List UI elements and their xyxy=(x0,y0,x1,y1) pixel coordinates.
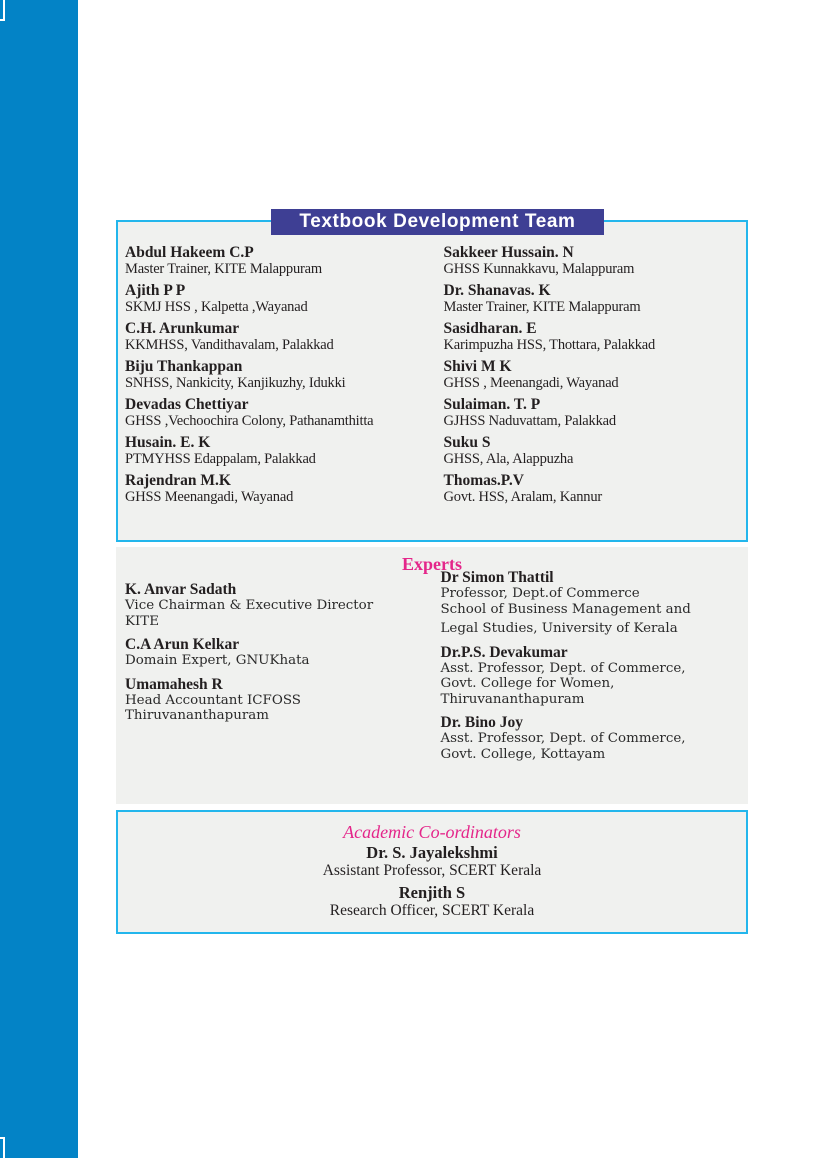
expert-name: Dr. Bino Joy xyxy=(440,714,524,731)
member-affiliation: GHSS, Ala, Alappuzha xyxy=(443,451,574,467)
expert-affiliation xyxy=(441,661,743,708)
experts-box xyxy=(116,547,748,804)
team-member xyxy=(444,434,741,467)
member-affiliation: SNHSS, Nankicity, Kanjikuzhy, Idukki xyxy=(125,375,346,391)
member-name: Devadas Chettiyar xyxy=(125,396,249,413)
member-name: Sulaiman. T. P xyxy=(443,396,541,413)
member-affiliation: GHSS Kunnakkavu, Malappuram xyxy=(443,261,635,277)
team-member xyxy=(125,358,422,391)
member-affiliation: GJHSS Naduvattam, Palakkad xyxy=(443,413,616,429)
member-affiliation: GHSS Meenangadi, Wayanad xyxy=(125,489,294,505)
expert-name: Dr.P.S. Devakumar xyxy=(440,643,568,661)
affiliation-line: Govt. College for Women, xyxy=(440,676,615,691)
expert xyxy=(441,569,743,637)
affiliation-line: Head Accountant ICFOSS xyxy=(125,692,301,708)
member-name: Sakkeer Hussain. N xyxy=(443,244,574,261)
team-member xyxy=(444,244,741,277)
academic-coordinators-box xyxy=(116,810,748,934)
affiliation-line: KITE xyxy=(125,613,159,629)
member-affiliation: Karimpuzha HSS, Thottara, Palakkad xyxy=(443,337,656,353)
member-affiliation: GHSS ,Vechoochira Colony, Pathanamthitta xyxy=(125,413,374,429)
member-name: Sasidharan. E xyxy=(443,320,537,337)
member-affiliation: Master Trainer, KITE Malappuram xyxy=(443,299,641,315)
team-member xyxy=(444,396,741,429)
member-affiliation: Govt. HSS, Aralam, Kannur xyxy=(443,489,603,505)
textbook-development-team-box xyxy=(116,211,748,542)
affiliation-line: Domain Expert, GNUKhata xyxy=(125,653,310,668)
coordinator xyxy=(118,884,746,919)
expert-affiliation xyxy=(441,731,743,762)
team-member xyxy=(125,396,422,429)
member-affiliation: GHSS , Meenangadi, Wayanad xyxy=(443,375,619,391)
team-right-column xyxy=(422,244,741,510)
experts-left-column xyxy=(125,581,427,769)
expert-name: K. Anvar Sadath xyxy=(125,581,237,598)
affiliation-line: Legal Studies, University of Kerala xyxy=(440,621,678,636)
experts-right-column xyxy=(427,569,743,769)
team-title-banner: Textbook Development Team xyxy=(271,209,604,235)
expert-affiliation xyxy=(125,653,427,669)
member-name: Biju Thankappan xyxy=(125,358,243,375)
member-affiliation: SKMJ HSS , Kalpetta ,Wayanad xyxy=(125,299,308,315)
coordinators-heading: Academic Co-ordinators xyxy=(343,822,521,842)
team-member xyxy=(444,320,741,353)
expert-name: Umamahesh R xyxy=(125,675,223,693)
expert-affiliation xyxy=(125,693,427,724)
member-name: Suku S xyxy=(443,434,491,451)
member-name: Thomas.P.V xyxy=(443,472,524,489)
expert xyxy=(125,581,427,629)
team-member xyxy=(125,472,422,505)
crop-mark-bottom xyxy=(0,1137,5,1160)
expert-name: C.A Arun Kelkar xyxy=(125,636,240,653)
member-name: Rajendran M.K xyxy=(125,472,231,489)
member-name: Husain. E. K xyxy=(125,434,211,451)
page-edge-sidebar xyxy=(0,0,78,1158)
member-affiliation: PTMYHSS Edappalam, Palakkad xyxy=(125,451,316,467)
team-member xyxy=(444,282,741,315)
coordinator xyxy=(118,844,746,879)
member-affiliation: Master Trainer, KITE Malappuram xyxy=(125,261,322,277)
coordinator-affiliation: Research Officer, SCERT Kerala xyxy=(329,902,535,919)
member-name: C.H. Arunkumar xyxy=(125,320,240,337)
team-member xyxy=(125,434,422,467)
experts-heading: Experts xyxy=(402,554,462,574)
coordinator-affiliation: Assistant Professor, SCERT Kerala xyxy=(322,862,542,879)
affiliation-line: Govt. College, Kottayam xyxy=(440,746,606,762)
expert xyxy=(125,676,427,724)
team-member xyxy=(444,472,741,505)
member-name: Ajith P P xyxy=(125,282,186,299)
affiliation-line: Thiruvananthapuram xyxy=(440,691,585,707)
member-name: Shivi M K xyxy=(443,358,512,375)
affiliation-line: Thiruvananthapuram xyxy=(125,708,269,723)
member-name: Abdul Hakeem C.P xyxy=(125,244,254,261)
affiliation-line: Asst. Professor, Dept. of Commerce, xyxy=(440,660,686,676)
expert xyxy=(125,636,427,669)
member-name: Dr. Shanavas. K xyxy=(443,282,551,299)
coordinator-name: Dr. S. Jayalekshmi xyxy=(366,843,498,862)
team-member xyxy=(125,320,422,353)
affiliation-line: Vice Chairman & Executive Director xyxy=(125,598,374,613)
expert-name: Dr Simon Thattil xyxy=(440,569,554,586)
coordinator-name: Renjith S xyxy=(398,883,466,902)
expert-affiliation xyxy=(125,598,427,629)
expert xyxy=(441,714,743,762)
affiliation-line: Asst. Professor, Dept. of Commerce, xyxy=(440,731,686,746)
affiliation-line: Professor, Dept.of Commerce xyxy=(440,586,640,601)
team-left-column xyxy=(125,244,422,510)
affiliation-line: School of Business Management and xyxy=(440,601,691,617)
member-affiliation: KKMHSS, Vandithavalam, Palakkad xyxy=(125,337,334,353)
crop-mark-top xyxy=(0,0,5,21)
team-member xyxy=(125,244,422,277)
expert xyxy=(441,644,743,708)
expert-affiliation xyxy=(441,586,743,637)
team-member xyxy=(125,282,422,315)
team-member xyxy=(444,358,741,391)
